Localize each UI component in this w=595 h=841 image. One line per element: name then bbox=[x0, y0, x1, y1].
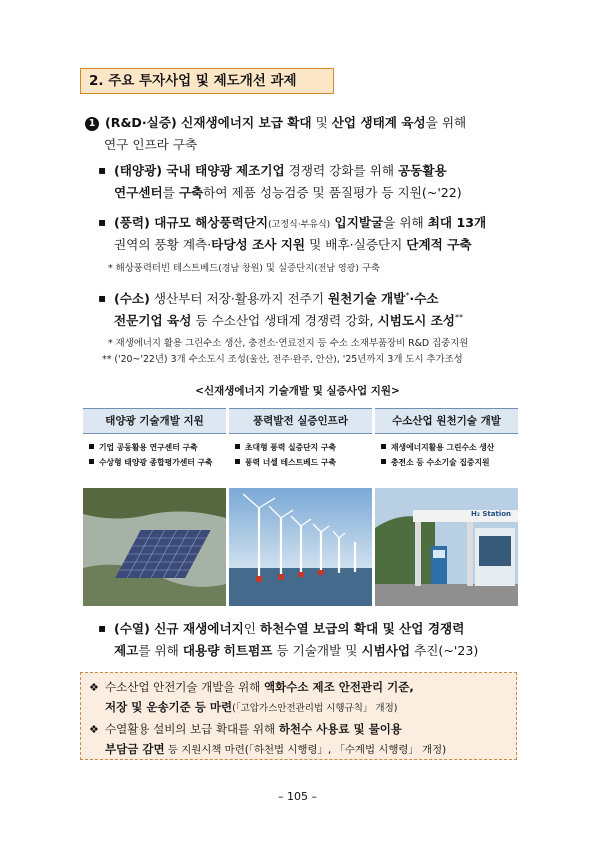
list-item: 기업 공동활용 연구센터 구축 bbox=[89, 440, 226, 455]
list-item: 풍력 너셀 테스트베드 구축 bbox=[235, 455, 372, 470]
list-item: 재생에너지활용 그린수소 생산 bbox=[381, 440, 518, 455]
column-header: 수소산업 원천기술 개발 bbox=[375, 408, 518, 434]
policy-line-3: ❖ 수열활용 설비의 보급 확대를 위해 하천수 사용료 및 물이용 bbox=[89, 719, 402, 740]
bullet-1-line1: (태양광) 국내 태양광 제조기업 경쟁력 강화를 위해 공동활용 bbox=[114, 163, 447, 178]
policy-box bbox=[80, 672, 517, 760]
bullet-3-line2: 전문기업 육성 등 수소산업 생태계 경쟁력 강화, 시범도시 조성** bbox=[114, 313, 463, 328]
bullet-4-line1: (수열) 신규 재생에너지인 하천수열 보급의 확대 및 산업 경쟁력 bbox=[114, 621, 465, 636]
diamond-bullet-icon: ❖ bbox=[89, 681, 99, 694]
column-items bbox=[229, 434, 372, 470]
column-solar bbox=[83, 408, 226, 470]
station-sign: H₂ Station bbox=[471, 510, 512, 518]
column-header: 태양광 기술개발 지원 bbox=[83, 408, 226, 434]
policy-line-1: ❖ 수소산업 안전기술 개발을 위해 액화수소 제조 안전관리 기준, bbox=[89, 677, 414, 698]
bullet-4-mark: ▪ bbox=[98, 621, 107, 635]
hydrogen-station-photo bbox=[375, 488, 518, 606]
offshore-wind-photo bbox=[229, 488, 372, 606]
bullet-1-line2: 연구센터를 구축하여 제품 성능검증 및 품질평가 등 지원(~'22) bbox=[114, 185, 462, 200]
column-hydrogen bbox=[375, 408, 518, 470]
floating-solar-photo bbox=[83, 488, 226, 606]
bullet-2-line2: 권역의 풍황 계측·타당성 조사 지원 및 배후·실증단지 단계적 구축 bbox=[114, 237, 472, 252]
column-header: 풍력발전 실증인프라 bbox=[229, 408, 372, 434]
figure-caption: <신재생에너지 기술개발 및 실증사업 지원> bbox=[195, 385, 400, 397]
number-circle-1: 1 bbox=[85, 117, 99, 131]
column-items bbox=[83, 434, 226, 470]
note-offshore-wind: * 해상풍력터빈 테스트베드(경남 창원) 및 실증단지(전남 영광) 구축 bbox=[108, 263, 380, 274]
diamond-bullet-icon: ❖ bbox=[89, 723, 99, 736]
bullet-2-line1: (풍력) 대규모 해상풍력단지(고정식·부유식) 입지발굴을 위해 최대 13개 bbox=[114, 215, 487, 230]
list-item: 충전소 등 수소기술 집중지원 bbox=[381, 455, 518, 470]
bullet-1-mark: ▪ bbox=[98, 163, 107, 177]
bullet-4-line2: 제고를 위해 대용량 히트펌프 등 기술개발 및 시범사업 추진(~'23) bbox=[114, 643, 479, 658]
column-items bbox=[375, 434, 518, 470]
bullet-3-line1: (수소) 생산부터 저장·활용까지 전주기 원천기술 개발*·수소 bbox=[114, 291, 439, 306]
policy-line-4: 부담금 감면 등 지원시책 마련(「하천법 시행령」, 「수계법 시행령」 개정) bbox=[105, 742, 447, 756]
column-wind bbox=[229, 408, 372, 470]
list-item: 초대형 풍력 실증단지 구축 bbox=[235, 440, 372, 455]
policy-line-2: 저장 및 운송기준 등 마련(「고압가스안전관리법 시행규칙」 개정) bbox=[105, 700, 398, 714]
list-item: 수상형 태양광 종합평가센터 구축 bbox=[89, 455, 226, 470]
bullet-2-mark: ▪ bbox=[98, 215, 107, 229]
note-hydrogen-rnd: * 재생에너지 활용 그린수소 생산, 충전소·연료전지 등 수소 소재부품장비 R&D 집중지원 bbox=[108, 338, 469, 349]
item1-line2: 연구 인프라 구축 bbox=[104, 137, 198, 152]
section-title: 2. 주요 투자사업 및 제도개선 과제 bbox=[80, 68, 334, 94]
note-hydrogen-city: ** ('20~'22년) 3개 수소도시 조성(울산, 전주·완주, 안산), '25년까지 3개 도시 추가조성 bbox=[102, 354, 463, 365]
item1-line1: 1 (R&D·실증) 신재생에너지 보급 확대 및 산업 생태계 육성을 위해 bbox=[85, 112, 466, 134]
page-number: – 105 – bbox=[278, 790, 317, 803]
bullet-3-mark: ▪ bbox=[98, 291, 107, 305]
